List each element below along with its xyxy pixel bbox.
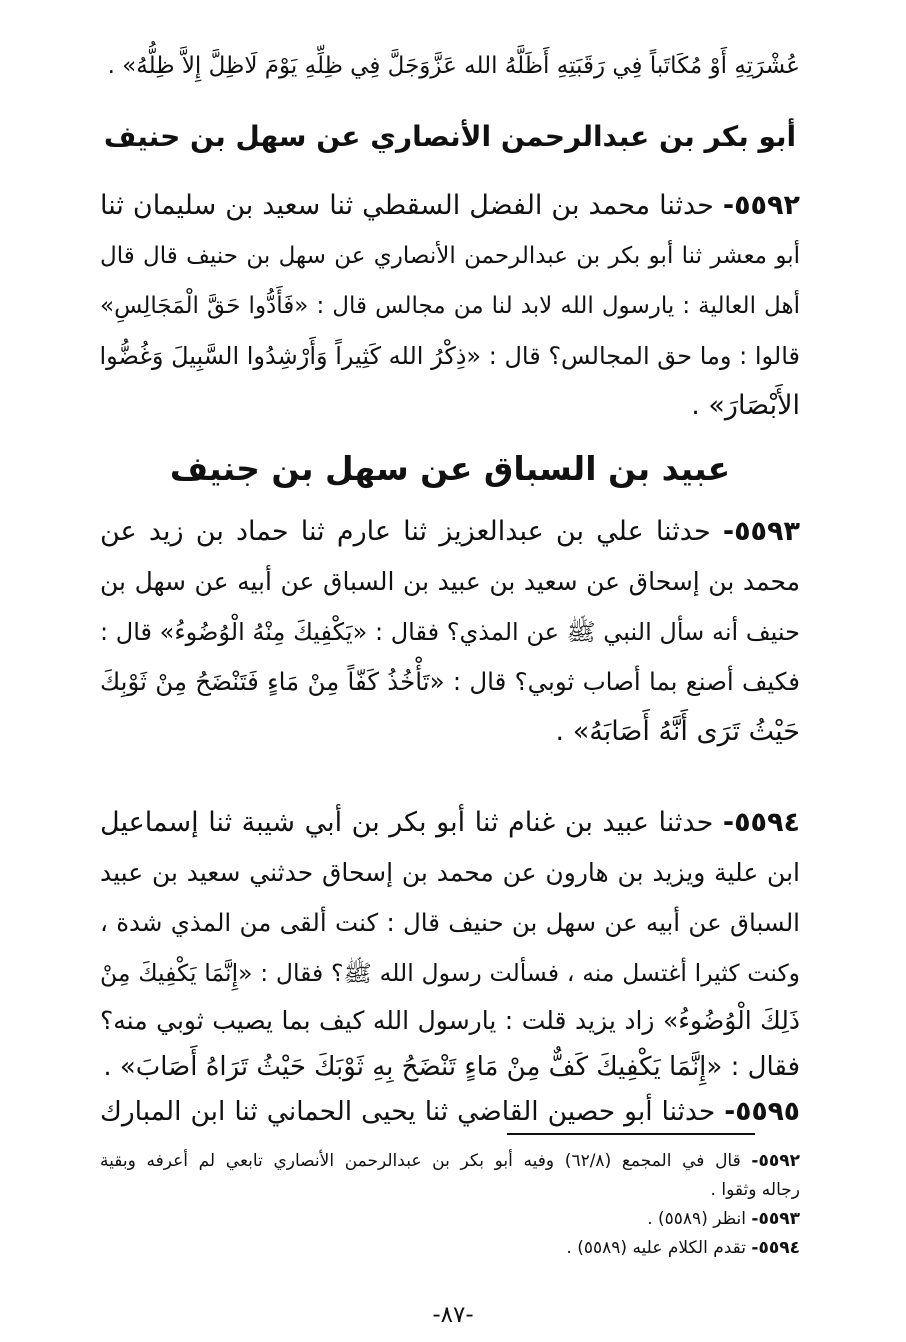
hadith-5594-line-1 — [100, 803, 800, 843]
footnote-separator — [507, 1133, 755, 1135]
footnote-number: ٥٥٩٤- — [751, 1238, 800, 1258]
footnote-5592-line-2: رجاله وثقوا . — [710, 1180, 800, 1200]
hadith-5592-line-5: الأَبْصَارَ» . — [691, 390, 800, 421]
hadith-5593-line-3: حنيف أنه سأل النبي ﷺ عن المذي؟ فقال : «يَكْفِيكَ مِنْهُ الْوُضُوءُ» قال : — [100, 618, 800, 646]
footnote-text: قال في المجمع (٦٢/٨) وفيه أبو بكر بن عبدالرحمن الأنصاري تابعي لم أعرفه وبقية — [100, 1151, 741, 1171]
hadith-number: ٥٥٩٣- — [722, 516, 800, 547]
footnote-5592-line-1 — [100, 1148, 800, 1174]
hadith-text: حدثنا محمد بن الفضل السقطي ثنا سعيد بن سليمان ثنا — [100, 190, 714, 221]
hadith-5594-line-6: فقال : «إِنَّمَا يَكْفِيكَ كَفٌّ مِنْ مَاءٍ تَنْضَحُ بِهِ ثَوْبَكَ حَيْثُ تَرَاهُ أَصَابَ» . — [103, 1052, 800, 1082]
hadith-number: ٥٥٩٥- — [724, 1096, 800, 1127]
hadith-text: حدثنا علي بن عبدالعزيز ثنا عارم ثنا حماد بن زيد عن — [100, 516, 711, 547]
hadith-text: حدثنا عبيد بن غنام ثنا أبو بكر بن أبي شيبة ثنا إسماعيل — [100, 807, 714, 838]
hadith-number: ٥٥٩٢- — [722, 190, 800, 221]
footnote-number: ٥٥٩٢- — [751, 1151, 800, 1171]
section-heading-ubaid: عبيد بن السباق عن سهل بن جنيف — [169, 449, 731, 488]
hadith-5594-line-4: وكنت كثيرا أغتسل منه ، فسألت رسول الله ﷺ؟ فقال : «إِنَّمَا يَكْفِيكَ مِنْ — [100, 959, 800, 987]
hadith-5593-line-2: محمد بن إسحاق عن سعيد بن عبيد بن السباق عن أبيه عن سهل بن — [100, 567, 800, 596]
hadith-5593-line-5: حَيْثُ تَرَى أَنَّهُ أَصَابَهُ» . — [555, 716, 800, 747]
hadith-number: ٥٥٩٤- — [722, 807, 800, 838]
hadith-5593-line-4: فكيف أصنع بما أصاب ثوبي؟ قال : «تَأْخُذُ كَفّاً مِنْ مَاءٍ فَتَنْضَحُ مِنْ ثَوْبِكَ — [100, 667, 800, 696]
footnote-text: تقدم الكلام عليه (٥٥٨٩) . — [566, 1238, 747, 1258]
hadith-5594-line-2: ابن علية ويزيد بن هارون عن محمد بن إسحاق حدثني سعيد بن عبيد — [100, 858, 800, 887]
footnote-number: ٥٥٩٣- — [751, 1209, 800, 1229]
page-number: -٨٧- — [432, 1302, 474, 1328]
hadith-5594-line-3: السباق عن أبيه عن سهل بن حنيف قال : كنت ألقى من المذي شدة ، — [100, 908, 800, 937]
footnote-text: انظر (٥٥٨٩) . — [647, 1209, 747, 1229]
hadith-5592-line-1 — [100, 186, 800, 226]
hadith-5594-line-5: ذَلِكَ الْوُضُوءُ» زاد يزيد قلت : يارسول الله كيف بما يصيب ثوبي منه؟ — [100, 1006, 800, 1035]
footnote-5593 — [100, 1206, 800, 1232]
hadith-5592-line-2: أبو معشر ثنا أبو بكر بن عبدالرحمن الأنصاري عن سهل بن حنيف قال قال — [100, 243, 800, 269]
hadith-5595-line-1 — [100, 1092, 800, 1132]
hadith-5593-line-1 — [100, 512, 800, 552]
footnote-5594 — [100, 1235, 800, 1261]
continuation-line: عُشْرَتِهِ أَوْ مُكَاتَباً فِي رَقَبَتِهِ أَظَلَّهُ الله عَزَّوَجَلَّ فِي ظِلِّهِ يَوْمَ لَاظِلَّ إِلاَّ ظِلُّهُ» . — [107, 53, 800, 79]
hadith-text: حدثنا أبو حصين القاضي ثنا يحيى الحماني ثنا ابن المبارك — [100, 1096, 716, 1127]
section-heading-abu-bakr: أبو بكر بن عبدالرحمن الأنصاري عن سهل بن حنيف — [103, 120, 797, 153]
hadith-5592-line-3: أهل العالية : يارسول الله لابد لنا من مجالس قال : «فَأَدُّوا حَقَّ الْمَجَالِسِ» — [100, 293, 800, 319]
hadith-5592-line-4: قالوا : وما حق المجالس؟ قال : «ذِكْرُ الله كَثِيراً وَأَرْشِدُوا السَّبِيلَ وَغُضُّوا — [99, 342, 800, 370]
